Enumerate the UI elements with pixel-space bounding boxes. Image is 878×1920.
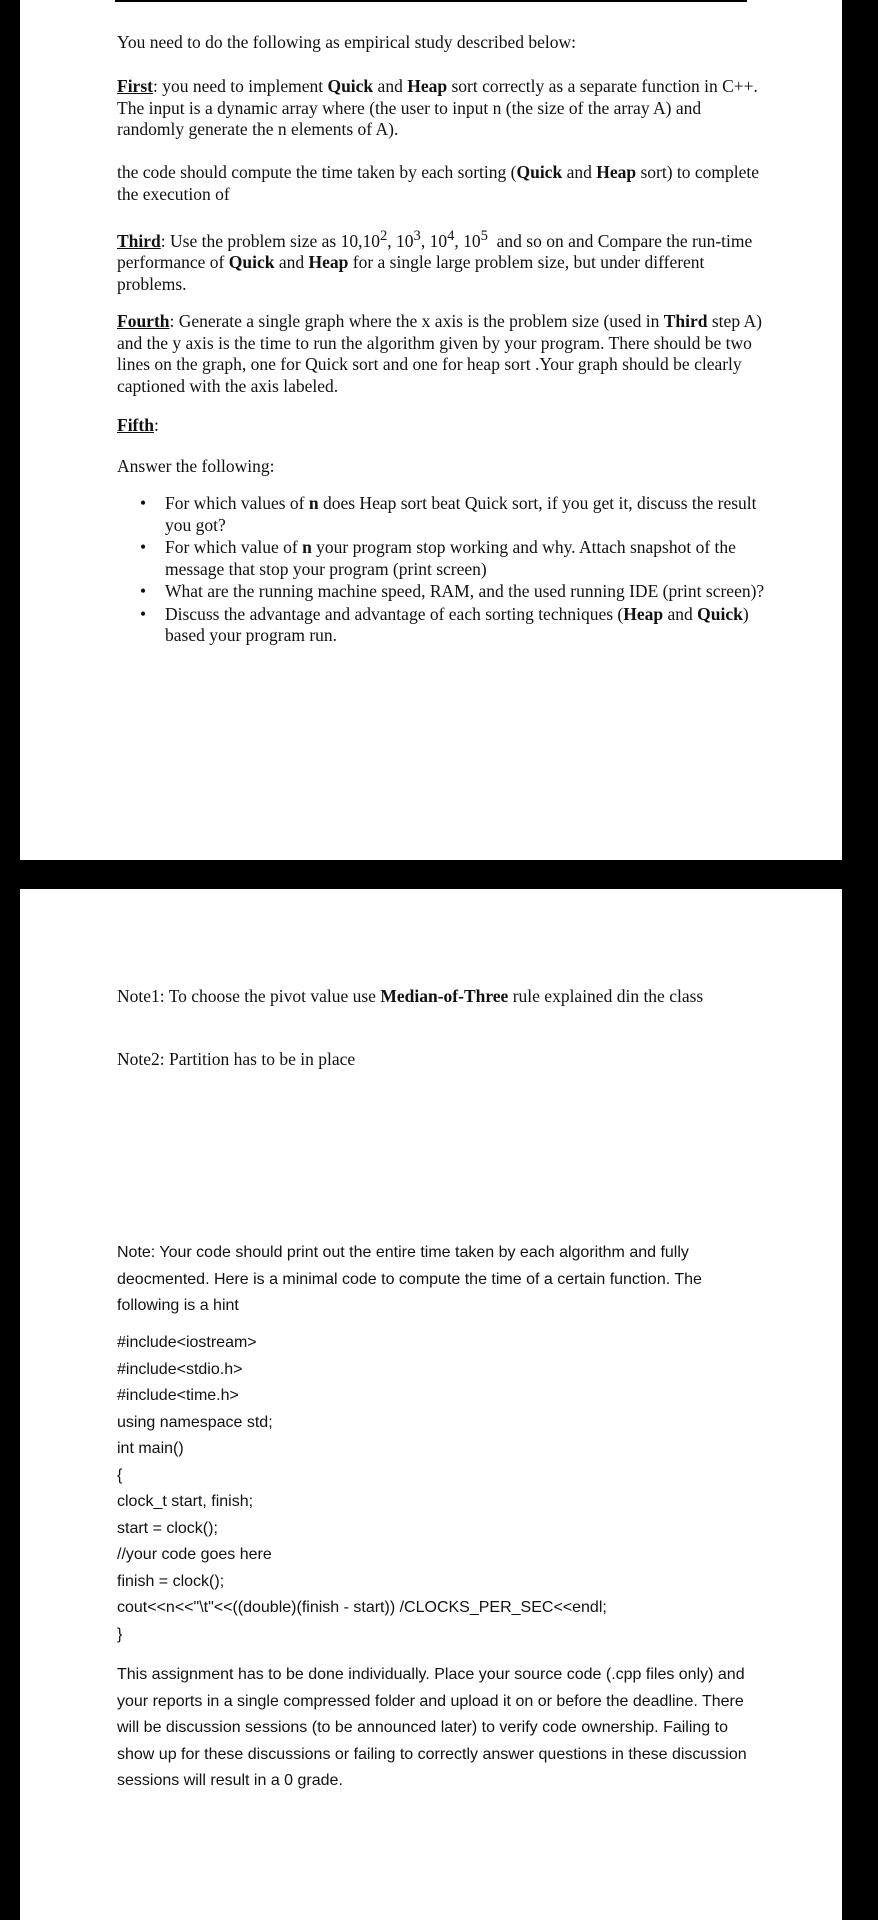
fourth-text-1: : Generate a single graph where the x axis is the problem size (used in (169, 311, 664, 331)
q4-and: and (663, 603, 698, 624)
first-quick: Quick (327, 76, 374, 96)
q1-text-2: does Heap sort beat Quick sort, if you get it, discuss the result you got? (165, 493, 757, 535)
first-paragraph (117, 76, 767, 141)
top-rule (115, 0, 747, 2)
code-line: clock_t start, finish; (117, 1493, 254, 1510)
third-paragraph (117, 226, 767, 295)
q2-text-1: For which value of (165, 537, 303, 557)
intro-text: You need to do the following as empirical study described below: (117, 32, 576, 52)
q3-text: What are the running machine speed, RAM, and the used running IDE (print screen)? (165, 581, 765, 601)
code-hint (117, 1330, 767, 1648)
third-and: and (274, 252, 309, 273)
second-text-1: the code should compute the time taken by each sorting ( (117, 162, 517, 182)
first-text-2: sort correctly as a separate function in C++. The input is a dynamic array where (the user to input n (the size of the array A) and randomly generate the n elements of A). (117, 76, 758, 139)
exp-3: 3 (413, 228, 421, 244)
third-comma-3: , 10 (454, 230, 481, 251)
first-and: and (373, 76, 408, 96)
third-comma-2: , 10 (420, 230, 448, 251)
third-heap: Heap (308, 252, 349, 273)
first-text-1: : you need to implement (152, 76, 328, 96)
q4-heap: Heap (623, 603, 664, 624)
note-paragraph: Note: Your code should print out the entire time taken by each algorithm and fully deocmented. Here is a minimal code to compute the time of a certain function. The following is a hint (117, 1244, 702, 1314)
q4-quick: Quick (697, 603, 743, 624)
closing-paragraph: This assignment has to be done individually. Place your source code (.cpp files only) and your reports in a single compressed folder and upload it on or before the deadline. There will be discussion sessions (to be announced later) to verify code ownership. Failing to show up for these discussions or failing to correctly answer questions in these discussion sessions will result in a 0 grade. (117, 1666, 747, 1789)
question-item (117, 604, 767, 647)
first-label: First (117, 76, 153, 96)
code-line: start = clock(); (117, 1519, 218, 1537)
document-page-2 (20, 889, 842, 1920)
question-list (117, 493, 767, 648)
code-line: //your code goes here (117, 1546, 272, 1563)
q1-n: n (308, 493, 319, 513)
question-item (117, 581, 767, 603)
first-heap: Heap (407, 76, 448, 96)
second-paragraph (117, 162, 767, 205)
exp-4: 4 (447, 228, 455, 244)
third-comma-1: , 10 (387, 230, 414, 251)
q4-text-2: ) based your program run. (165, 603, 749, 645)
note1-text-1: Note1: To choose the pivot value use (117, 986, 381, 1006)
note1-paragraph (117, 986, 767, 1008)
fifth-label: Fifth (117, 415, 154, 435)
code-line: { (117, 1466, 123, 1484)
code-line: #include<time.h> (117, 1387, 239, 1404)
code-line: finish = clock(); (117, 1572, 225, 1590)
second-heap: Heap (596, 162, 637, 182)
q2-text-2: your program stop working and why. Attach snapshot of the message that stop your program (print screen) (165, 537, 736, 579)
code-line: int main() (117, 1440, 184, 1457)
note1-text-2: rule explained din the class (508, 986, 704, 1006)
fourth-text-2: step A) and the y axis is the time to run the algorithm given by your program. There should be two lines on the graph, one for Quick sort and one for heap sort .Your graph should be clearly captioned with the axis labeled. (117, 311, 762, 396)
code-line: #include<iostream> (117, 1334, 257, 1351)
third-text-2: and so on and Compare the run-time performance of (117, 230, 757, 273)
third-text-3: for a single large problem size, but under different problems. (117, 252, 705, 294)
q1-text-1: For which values of (165, 493, 309, 513)
second-and: and (562, 162, 597, 182)
note2-paragraph: Note2: Partition has to be in place (117, 1049, 356, 1069)
bullet-dot: • (140, 581, 147, 601)
third-quick: Quick (228, 252, 275, 273)
q2-n: n (302, 537, 312, 557)
second-quick: Quick (516, 162, 563, 182)
answer-heading: Answer the following: (117, 456, 275, 476)
code-line: using namespace std; (117, 1413, 273, 1431)
q4-text-1: Discuss the advantage and advantage of each sorting techniques ( (165, 603, 624, 624)
fifth-colon: : (153, 415, 159, 435)
third-text-1: : Use the problem size as 10,10 (160, 230, 380, 251)
question-item (117, 537, 767, 580)
question-item (117, 493, 767, 536)
code-line: #include<stdio.h> (117, 1360, 243, 1378)
exp-2: 2 (379, 228, 388, 244)
bullet-dot: • (140, 537, 147, 557)
fourth-third-ref: Third (663, 311, 708, 331)
fifth-heading (117, 415, 767, 437)
exp-5: 5 (480, 228, 488, 244)
document-page-1 (20, 0, 842, 860)
code-line: } (117, 1625, 123, 1643)
fourth-paragraph (117, 311, 767, 397)
code-line: cout<<n<<"\t"<<((double)(finish - start)) /CLOCKS_PER_SEC<<endl; (117, 1599, 607, 1616)
bullet-dot: • (140, 493, 147, 513)
bullet-dot: • (140, 603, 147, 624)
third-label: Third (117, 230, 161, 251)
second-text-2: sort) to complete the execution of (117, 162, 760, 204)
median-of-three: Median-of-Three (380, 986, 509, 1006)
fourth-label: Fourth (117, 311, 170, 331)
